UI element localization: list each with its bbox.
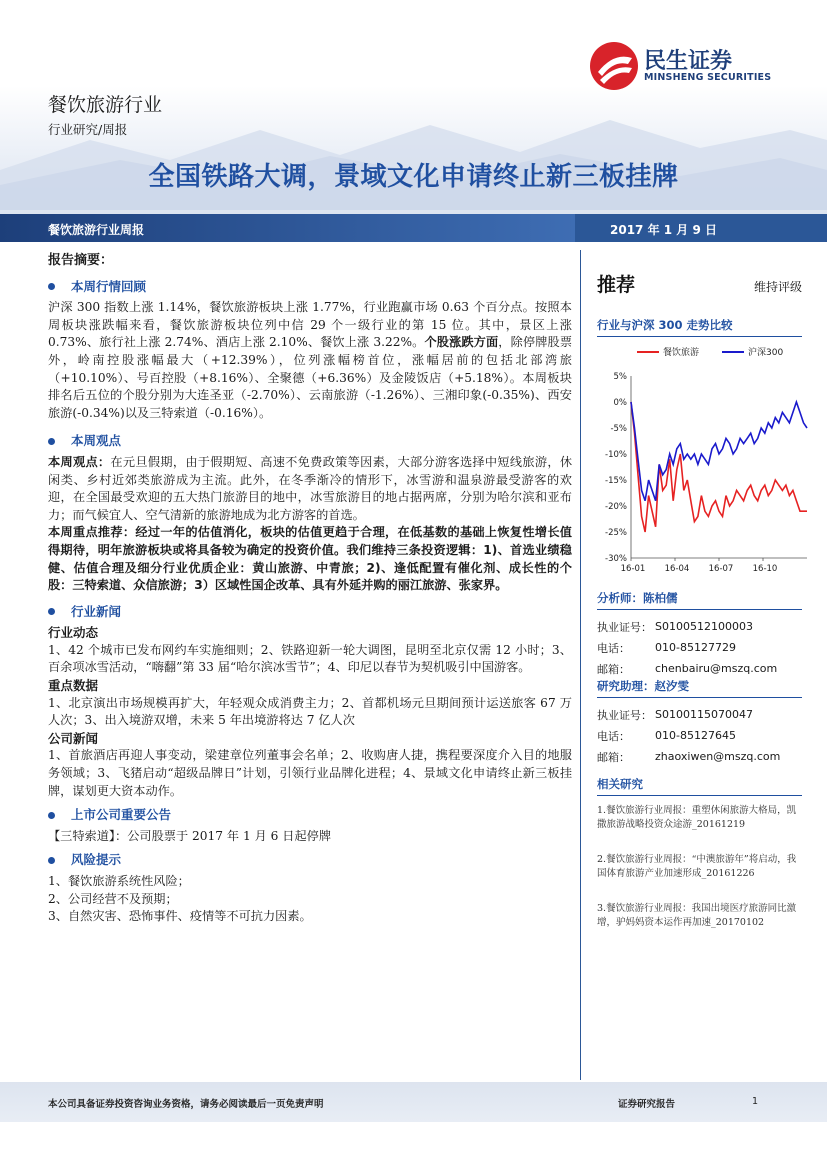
announcement-text: 【三特索道】：公司股票于 2017 年 1 月 6 日起停牌 (48, 828, 332, 843)
heading-rule (597, 697, 802, 698)
chart-heading: 行业与沪深 300 走势比较 (597, 318, 733, 332)
bullet-icon (48, 857, 55, 864)
summary-column (48, 252, 572, 926)
report-type: 行业研究/周报 (48, 122, 128, 137)
assistant-email-row: 邮箱： zhaoxiwen@mszq.com (597, 750, 781, 764)
heading-rule (597, 336, 802, 337)
trend-chart-svg (597, 340, 812, 580)
related-research (597, 776, 802, 929)
y-tick-label: 0% (613, 398, 627, 408)
legend-label: 沪深300 (748, 348, 784, 358)
assistant-email-link[interactable]: zhaoxiwen@mszq.com (655, 750, 781, 763)
band-title: 餐饮旅游行业周报 (48, 223, 145, 237)
column-divider (580, 250, 581, 1080)
series-line-hs300 (631, 402, 807, 501)
report-date: 2017 年 1 月 9 日 (610, 223, 717, 237)
risk-item: 1、餐饮旅游系统性风险； (48, 874, 190, 888)
heading-rule (597, 795, 802, 796)
bullet-icon (48, 608, 55, 615)
y-tick-label: -15% (605, 476, 627, 486)
related-item[interactable]: 1.餐饮旅游行业周报：重塑休闲旅游大格局，凯撒旅游战略投资众途游_20161219 (597, 805, 797, 830)
y-tick-label: -5% (610, 424, 627, 434)
key-recommendation-text: 本周重点推荐：经过一年的估值消化，板块的估值更趋于合理，在低基数的基础上恢复性增长值得期待，明年旅游板块或将具备较为确定的投资价值。我们维持三条投资逻辑：1)、首选业绩稳健、估值合理及细分行业优质企业：黄山旅游、中青旅；2)、逢低配置有催化剂、成长性的个股：三特索道、众信旅游；3）区域性国企改革、具有外延并购的丽江旅游、张家界。 (48, 525, 572, 593)
news-subheading-industry: 行业动态 (48, 625, 99, 641)
risk-item: 3、自然灾害、恐怖事件、疫情等不可抗力因素。 (48, 909, 312, 924)
bullet-icon (48, 438, 55, 445)
y-tick-label: -10% (605, 450, 627, 460)
trend-chart (597, 340, 812, 580)
rating-status: 维持评级 (753, 280, 802, 294)
recommendation: 推荐 (597, 274, 636, 296)
assistant-license-row: 执业证号： S0100115070047 (597, 708, 753, 722)
analyst-phone-row: 电话： 010-85127729 (597, 641, 736, 655)
weekly-view-text: 本周观点：在元旦假期，由于假期短、高速不免费政策等因素，大部分游客选择中短线旅游，休闲类、乡村近郊类旅游成为主流。此外，在冬季渐冷的情形下，冰雪游和温泉游最受游客的欢迎，在全国最受欢迎的五大热门旅游目的地中，冰雪旅游目的地占据两席，分别为哈尔滨和亚布力；而气候宜人、空气清新的旅游地成为北方游客的首选。 (48, 454, 573, 522)
footer-report-type: 证券研究报告 (618, 1099, 676, 1110)
footer-disclaimer: 本公司具备证券投资咨询业务资格，请务必阅读最后一页免责声明 (48, 1099, 324, 1110)
x-tick-label: 16-04 (664, 564, 690, 574)
industry-name: 餐饮旅游行业 (48, 94, 163, 116)
analyst-license-row: 执业证号： S0100512100003 (597, 620, 753, 634)
news-subheading-data: 重点数据 (48, 678, 99, 694)
news-subheading-company: 公司新闻 (48, 730, 99, 746)
legend-label: 餐饮旅游 (663, 348, 700, 358)
news-data-text: 1、北京演出市场规模再扩大，年轻观众成消费主力；2、首都机场元旦期间预计运送旅客 67 万人次；3、出入境游双增，未来 5 年出境游将达 7 亿人次 (48, 695, 572, 728)
y-tick-label: -25% (605, 528, 627, 538)
sidebar (597, 270, 802, 337)
section-heading-risk: 风险提示 (48, 851, 572, 869)
rating-row (597, 270, 802, 297)
x-tick-label: 16-10 (752, 564, 778, 574)
y-tick-label: -20% (605, 502, 627, 512)
page-number: 1 (752, 1096, 759, 1107)
section-heading-view: 本周观点 (48, 432, 572, 450)
x-tick-label: 16-01 (620, 564, 646, 574)
market-review-text: 沪深 300 指数上涨 1.14%，餐饮旅游板块上涨 1.77%，行业跑赢市场 0.63 个百分点。按照本周板块涨跌幅来看，餐饮旅游板块位列中信 29 个一级行业的第 15 位。其中，景区上涨 0.73%、旅行社上涨 2.74%、酒店上涨 2.10%、餐饮上涨 3.22%。个股涨跌方面，除停牌股票外，岭南控股涨幅最大（+12.39%），位列涨幅榜首位，涨幅居前的包括北部湾旅（+10.10%）、号百控股（+8.16%）、全聚德（+6.36%）及金陵饭店（+5.18%）。本周板块排名后五位的个股分别为大连圣亚（-2.70%）、云南旅游（-1.26%）、三湘印象(-0.35%)、西安旅游(-0.34%)以及三特索道（-0.16%）。 (48, 300, 573, 420)
assistant-block (597, 678, 802, 767)
bullet-icon (48, 812, 55, 819)
summary-title: 报告摘要： (48, 253, 114, 268)
related-item[interactable]: 2.餐饮旅游行业周报：“中澳旅游年”将启动，我国体育旅游产业加速形成_20161226 (597, 854, 797, 879)
news-industry-text: 1、42 个城市已发布网约车实施细则；2、铁路迎新一轮大调图，昆明至北京仅需 12 小时；3、百余项冰雪活动，“嗨翻”第 33 届“哈尔滨冰雪节”；4、印尼以春节为契机吸引中国游客。 (48, 642, 572, 675)
section-heading-market: 本周行情回顾 (48, 278, 572, 296)
risk-item: 2、公司经营不及预期； (48, 891, 178, 906)
page-title: 全国铁路大调，景域文化申请终止新三板挂牌 (148, 162, 679, 192)
analyst-email-link[interactable]: chenbairu@mszq.com (655, 662, 778, 675)
analyst-block (597, 590, 802, 679)
bullet-icon (48, 283, 55, 290)
section-heading-news: 行业新闻 (48, 603, 572, 621)
heading-rule (597, 609, 802, 610)
logo-english-name: MINSHENG SECURITIES (644, 72, 772, 83)
analyst-email-row: 邮箱： chenbairu@mszq.com (597, 662, 778, 676)
series-line-industry (631, 402, 807, 532)
y-tick-label: 5% (613, 372, 627, 382)
related-item[interactable]: 3.餐饮旅游行业周报：我国出境医疗旅游同比激增，驴妈妈资本运作再加速_20170102 (597, 903, 797, 928)
logo-name: 民生证券 (644, 49, 733, 74)
news-company-text: 1、首旅酒店再迎人事变动，梁建章位列董事会名单；2、收购唐人捷，携程要深度介入目的地服务领域；3、飞猪启动“超级品牌日”计划，引领行业品牌化进程；4、景域文化申请终止新三板挂牌，谋划更大资本动作。 (48, 748, 572, 798)
assistant-phone-row: 电话： 010-85127645 (597, 729, 736, 743)
section-heading-announce: 上市公司重要公告 (48, 806, 572, 824)
analyst-heading: 分析师：陈柏儒 (597, 591, 678, 605)
x-tick-label: 16-07 (708, 564, 734, 574)
related-heading: 相关研究 (597, 777, 643, 791)
y-tick-label: -30% (605, 554, 627, 564)
assistant-heading: 研究助理：赵汐雯 (597, 679, 689, 693)
